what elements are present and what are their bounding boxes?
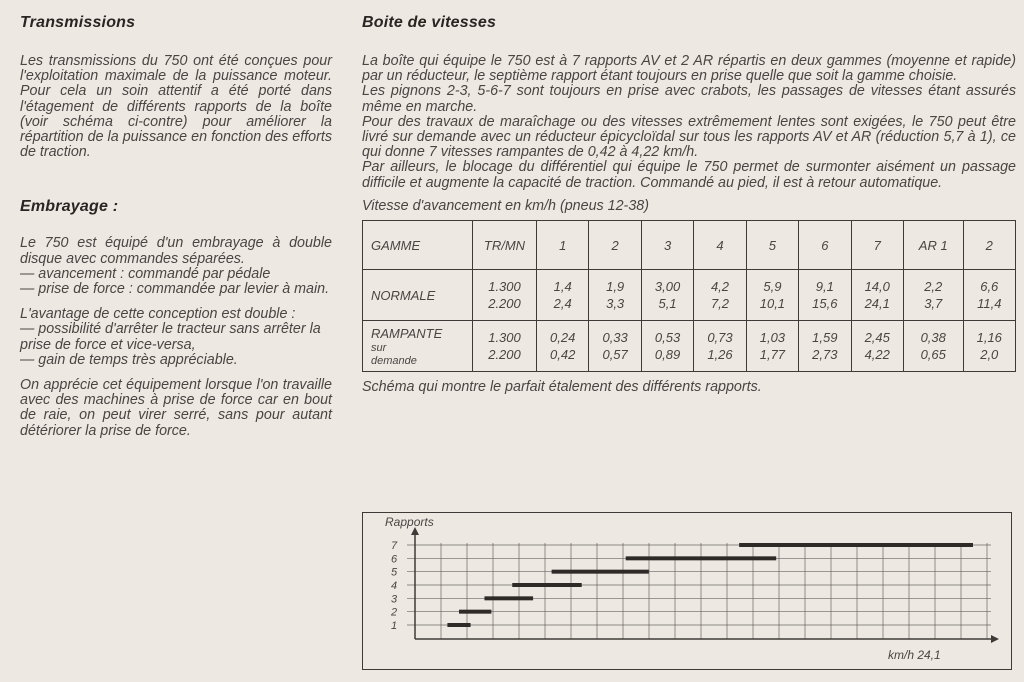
header-gear-5: 5	[746, 221, 798, 270]
table-cell: 1,03 1,77	[746, 321, 798, 372]
table-cell: 3,00 5,1	[641, 270, 693, 321]
avantage-item-1: — possibilité d'arrêter le tracteur sans arrêter la prise de force et vice-versa,	[20, 321, 321, 353]
table-cell: 1,16 2,0	[963, 321, 1015, 372]
boite-paragraph-1: La boîte qui équipe le 750 est à 7 rapports AV et 2 AR répartis en deux gammes (moyenne et rapide) par un réducteur, le septième rapport étant toujours en prise quelle que soit la gamme choisie.	[362, 53, 1016, 85]
embrayage-heading: Embrayage :	[20, 198, 119, 216]
embrayage-intro: Le 750 est équipé d'un embrayage à double disque avec commandes séparées.	[20, 235, 332, 267]
y-tick-label: 7	[391, 540, 398, 552]
boite-paragraph-3: Pour des travaux de maraîchage ou des vitesses extrêmement lentes sont exigées, le 750 peut être livré sur demande avec un réducteur épicycloïdal sur tous les rapports AV et AR (réduction 5,7 à 1), ce qui donne 7 vitesses rampantes de 0,42 à 4,22 km/h.	[362, 113, 1016, 161]
row-label-rampante: RAMPANTE sur demande	[363, 321, 473, 372]
speed-table	[362, 220, 1016, 372]
transmissions-heading: Transmissions	[20, 14, 136, 31]
x-axis-label: km/h 24,1	[888, 648, 941, 662]
y-tick-label: 1	[391, 620, 398, 632]
y-axis-label: Rapports	[385, 515, 434, 529]
header-trmn: TR/MN	[473, 221, 537, 270]
header-ar-2: 2	[963, 221, 1015, 270]
table-cell: 2,45 4,22	[851, 321, 903, 372]
appreciation-text: On apprécie cet équipement lorsque l'on travaille avec des machines à prise de force car en bout de raie, on peut virer serré, sans pour autant détériorer la prise de force.	[20, 377, 332, 439]
table-cell: 0,24 0,42	[537, 321, 589, 372]
table-cell: 1.300 2.200	[473, 270, 537, 321]
header-gear-6: 6	[799, 221, 851, 270]
gear-range-bar	[484, 596, 533, 600]
y-tick-labels	[390, 540, 398, 632]
gear-range-chart	[363, 513, 1010, 668]
table-cell: 4,2 7,2	[694, 270, 746, 321]
table-cell: 14,0 24,1	[851, 270, 903, 321]
header-ar-1: AR 1	[903, 221, 963, 270]
header-gear-7: 7	[851, 221, 903, 270]
table-cell: 0,38 0,65	[903, 321, 963, 372]
y-tick-label: 5	[391, 566, 398, 579]
boite-paragraph-2: Les pignons 2-3, 5-6-7 sont toujours en prise avec crabots, les passages de vitesses étant assurés même en marche.	[362, 83, 1016, 115]
table-row-rampante	[363, 321, 1016, 372]
embrayage-item-prise-de-force: — prise de force : commandée par levier à main.	[20, 281, 330, 298]
table-cell: 0,53 0,89	[641, 321, 693, 372]
avantage-item-2: — gain de temps très appréciable.	[20, 351, 238, 368]
embrayage-item-avancement: — avancement : commandé par pédale	[20, 265, 271, 282]
schema-caption: Schéma qui montre le parfait étalement des différents rapports.	[362, 379, 762, 396]
header-gamme: GAMME	[363, 221, 473, 270]
transmissions-text: Les transmissions du 750 ont été conçues pour l'exploitation maximale de la puissance moteur. Pour cela un soin attentif a été porté dans l'étagement de différents rapports de la boîte (voir schéma ci-contre) pour améliorer la répartition de la puissance en fonction des efforts de traction.	[20, 53, 332, 161]
table-row-normale	[363, 270, 1016, 321]
gear-range-bar	[626, 556, 776, 560]
table-cell: 1,4 2,4	[537, 270, 589, 321]
header-gear-3: 3	[641, 221, 693, 270]
gear-range-bar	[447, 623, 470, 627]
header-gear-1: 1	[537, 221, 589, 270]
gear-range-bar	[552, 570, 649, 574]
schema-chart-box	[362, 512, 1012, 670]
avantage-intro: L'avantage de cette conception est double :	[20, 306, 296, 323]
left-column	[20, 14, 332, 439]
boite-paragraph-4: Par ailleurs, le blocage du différentiel qui équipe le 750 permet de surmonter aisément un passage difficile et augmente la capacité de traction. Commandé au pied, il est à retour automatique.	[362, 159, 1016, 191]
header-gear-2: 2	[589, 221, 641, 270]
table-caption: Vitesse d'avancement en km/h (pneus 12-38)	[362, 197, 649, 214]
gear-range-bar	[512, 583, 581, 587]
y-tick-label: 2	[391, 606, 398, 619]
y-tick-label: 4	[391, 580, 398, 592]
table-cell: 2,2 3,7	[903, 270, 963, 321]
gear-range-bar	[459, 610, 491, 614]
table-cell: 0,33 0,57	[589, 321, 641, 372]
y-tick-label: 3	[391, 593, 398, 606]
x-axis-arrow-icon	[991, 635, 999, 643]
boite-heading: Boite de vitesses	[362, 14, 497, 31]
row-label-normale: NORMALE	[363, 270, 473, 321]
right-column	[362, 14, 1016, 395]
table-cell: 1,59 2,73	[799, 321, 851, 372]
table-header-row	[363, 221, 1016, 270]
table-cell: 1.300 2.200	[473, 321, 537, 372]
gear-range-bar	[739, 543, 973, 547]
table-cell: 6,6 11,4	[963, 270, 1015, 321]
table-cell: 5,9 10,1	[746, 270, 798, 321]
table-cell: 0,73 1,26	[694, 321, 746, 372]
y-tick-label: 6	[391, 553, 398, 566]
table-cell: 1,9 3,3	[589, 270, 641, 321]
header-gear-4: 4	[694, 221, 746, 270]
table-cell: 9,1 15,6	[799, 270, 851, 321]
